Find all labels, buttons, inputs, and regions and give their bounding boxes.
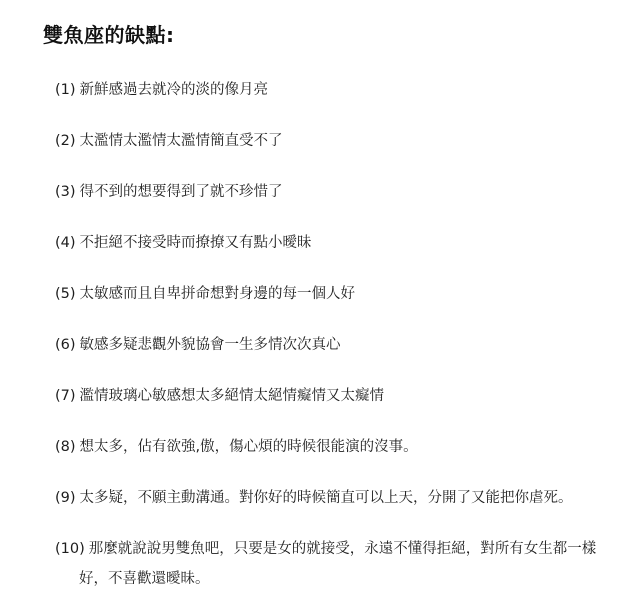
list-item	[55, 534, 625, 594]
item-number: (3)	[55, 184, 76, 200]
list-item	[55, 284, 355, 304]
item-number: (8)	[55, 439, 76, 455]
item-text: 不拒絕不接受時而撩撩又有點小曖昧	[79, 235, 312, 251]
item-text: 想太多，佔有欲強,傲，傷心煩的時候很能演的沒事。	[79, 439, 418, 455]
list-item	[55, 488, 573, 508]
list-item	[55, 233, 312, 253]
item-number: (2)	[55, 133, 76, 149]
list-item	[55, 131, 283, 151]
list-item	[55, 182, 283, 202]
item-text: 得不到的想要得到了就不珍惜了	[79, 184, 283, 200]
item-text-continuation: 好，不喜歡還曖昧。	[79, 571, 210, 587]
item-number: (5)	[55, 286, 76, 302]
list-item	[55, 437, 418, 457]
item-number: (7)	[55, 388, 76, 404]
list-item	[55, 80, 268, 100]
page-title: 雙魚座的缺點:	[43, 23, 175, 47]
item-text: 濫情玻璃心敏感想太多絕情太絕情癡情又太癡情	[79, 388, 385, 404]
item-text: 太敏感而且自卑拼命想對身邊的每一個人好	[79, 286, 356, 302]
item-number: (10)	[55, 541, 85, 557]
item-number: (6)	[55, 337, 76, 353]
item-number: (4)	[55, 235, 76, 251]
list-item	[55, 386, 384, 406]
item-text: 新鮮感過去就冷的淡的像月亮	[79, 82, 269, 98]
item-number: (1)	[55, 82, 76, 98]
item-text: 敏感多疑悲觀外貌協會一生多情次次真心	[79, 337, 341, 353]
item-number: (9)	[55, 490, 76, 506]
item-text: 那麼就說說男雙魚吧，只要是女的就接受，永遠不懂得拒絕，對所有女生都一樣	[88, 541, 597, 557]
item-text: 太濫情太濫情太濫情簡直受不了	[79, 133, 283, 149]
list-item	[55, 335, 341, 355]
item-text: 太多疑，不願主動溝通。對你好的時候簡直可以上天，分開了又能把你虐死。	[79, 490, 573, 506]
